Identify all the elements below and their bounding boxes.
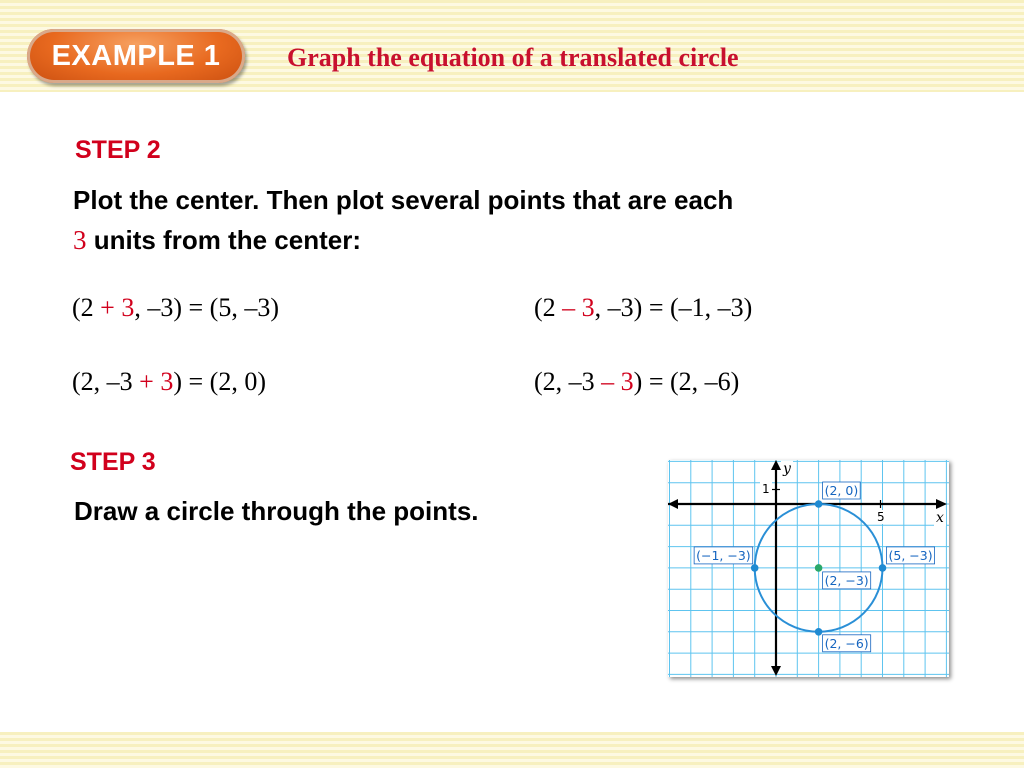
y-tick-label: 1 (762, 482, 770, 496)
point-label: (−1, −3) (696, 547, 751, 563)
example-badge: EXAMPLE 1 (27, 29, 245, 83)
y-axis-name: y (783, 461, 791, 477)
equation-bottom-point: (2, –3 – 3) = (2, –6) (534, 367, 740, 396)
step-2-instruction (73, 180, 973, 260)
point-marker (815, 500, 823, 508)
x-axis-name: x (936, 510, 944, 526)
center-point-label: (2, −3) (824, 572, 869, 588)
circle-graph (668, 460, 949, 677)
step-2-text-tail: units from the center: (86, 225, 361, 255)
x-tick-label: 5 (877, 510, 885, 524)
equation-left-point: (2 – 3, –3) = (–1, –3) (534, 293, 753, 322)
footer-band (0, 732, 1024, 768)
equation-right-point: (2 + 3, –3) = (5, –3) (72, 293, 279, 322)
step-3-label: STEP 3 (70, 448, 156, 476)
x-axis-arrow-right (936, 499, 947, 509)
point-label: (2, 0) (824, 483, 859, 498)
plotted-points (694, 482, 934, 652)
point-marker (815, 628, 823, 636)
center-point-marker (815, 564, 823, 572)
grid-lines (668, 460, 949, 677)
step-2-distance: 3 (73, 225, 87, 255)
step-2-text-line: Plot the center. Then plot several points that are each (73, 185, 734, 215)
point-marker (879, 564, 887, 572)
point-label: (2, −6) (824, 635, 869, 651)
point-label: (5, −3) (888, 547, 933, 563)
point-marker (751, 564, 759, 572)
coordinate-plane (668, 460, 949, 677)
step-2-label: STEP 2 (75, 136, 161, 164)
slide-title: Graph the equation of a translated circle (287, 43, 739, 72)
equation-top-point: (2, –3 + 3) = (2, 0) (72, 367, 266, 396)
step-3-instruction: Draw a circle through the points. (74, 496, 479, 526)
